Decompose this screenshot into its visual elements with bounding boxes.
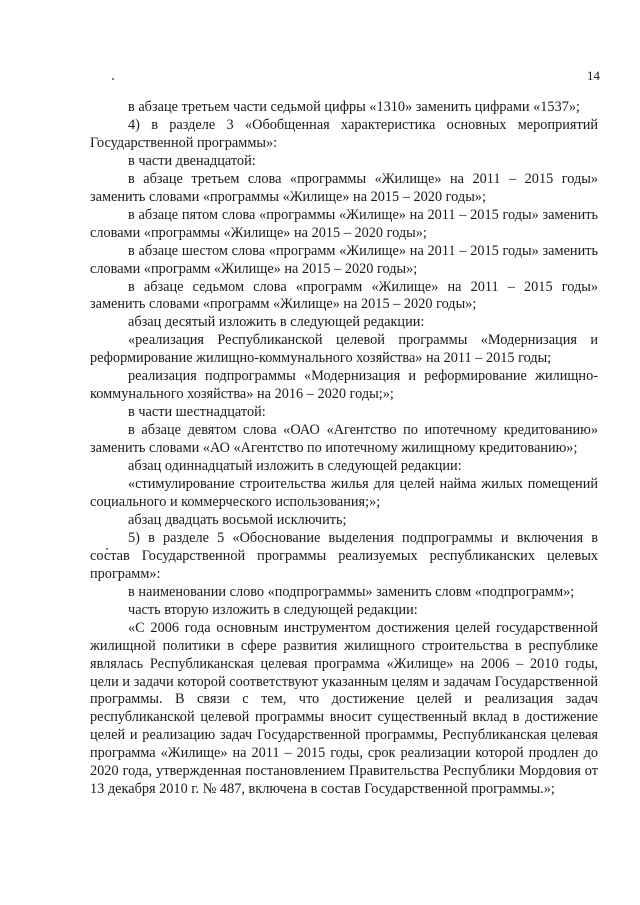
document-paragraph: в абзаце шестом слова «программ «Жилище» на 2011 – 2015 годы» заменить словами «программ «Жилище» на 2015 – 2020 годы»; [90,242,598,277]
document-paragraph: в абзаце пятом слова «программы «Жилище» на 2011 – 2015 годы» заменить словами «программы «Жилище» на 2015 – 2020 годы»; [90,206,598,241]
document-paragraph: 4) в разделе 3 «Обобщенная характеристика основных мероприятий Государственной программы»: [90,116,598,151]
document-paragraph: «реализация Республиканской целевой программы «Модернизация и реформирование жилищно-коммунального хозяйства» на 2011 – 2015 годы; [90,332,598,367]
document-paragraph: часть вторую изложить в следующей редакции: [128,601,418,618]
document-body [90,99,598,799]
scan-speck [112,78,114,80]
document-paragraph: абзац одиннадцатый изложить в следующей редакции: [128,458,462,475]
document-paragraph: 5) в разделе 5 «Обоснование выделения подпрограммы и включения в состав Государственной программы реализуемых республиканских целевых программ»: [90,529,598,582]
document-paragraph: в абзаце девятом слова «ОАО «Агентство по ипотечному кредитованию» заменить словами «АО «Агентство по ипотечному жилищному кредитованию»; [90,422,598,457]
document-paragraph: в абзаце седьмом слова «программ «Жилище» на 2011 – 2015 годы» заменить словами «программ «Жилище» на 2015 – 2020 годы»; [90,278,598,313]
document-paragraph: в части двенадцатой: [128,152,256,169]
document-paragraph: реализация подпрограммы «Модернизация и реформирование жилищно-коммунального хозяйства» на 2016 – 2020 годы;»; [90,368,598,403]
document-paragraph: в части шестнадцатой: [128,404,266,421]
document-paragraph: абзац двадцать восьмой исключить; [128,511,347,528]
document-paragraph: абзац десятый изложить в следующей редакции: [128,314,425,331]
document-paragraph: в абзаце третьем части седьмой цифры «1310» заменить цифрами «1537»; [128,99,580,115]
document-paragraph: «стимулирование строительства жилья для целей найма жилых помещений социального и коммерческого использования;»; [90,476,598,510]
page-number: 14 [587,68,600,83]
document-paragraph: в наименовании слово «подпрограммы» заменить словм «подпрограмм»; [128,583,575,600]
document-paragraph: «С 2006 года основным инструментом достижения целей государственной жилищной политики в сфере развития жилищного строительства в республике являлась Республиканская целевая программа «Жилище» на 2006 – 2010 годы, цели и задачи которой соответствуют указанным целям и задачам Государственной программы. В связи с тем, что достижение целей и реализация задач республиканской целевой программы вносит существенный вклад в достижение целей и реализацию задач Государственной программы, Республиканская целевая программа «Жилище» на 2011 – 2015 годы, срок реализации которой продлен до 2020 года, утвержденная постановлением Правительства Республики Мордовия от 13 декабря 2010 г. № 487, включена в состав Государственной программы.»; [90,619,598,798]
document-paragraph: в абзаце третьем слова «программы «Жилище» на 2011 – 2015 годы» заменить словами «программы «Жилище» на 2015 – 2020 годы»; [90,170,598,205]
